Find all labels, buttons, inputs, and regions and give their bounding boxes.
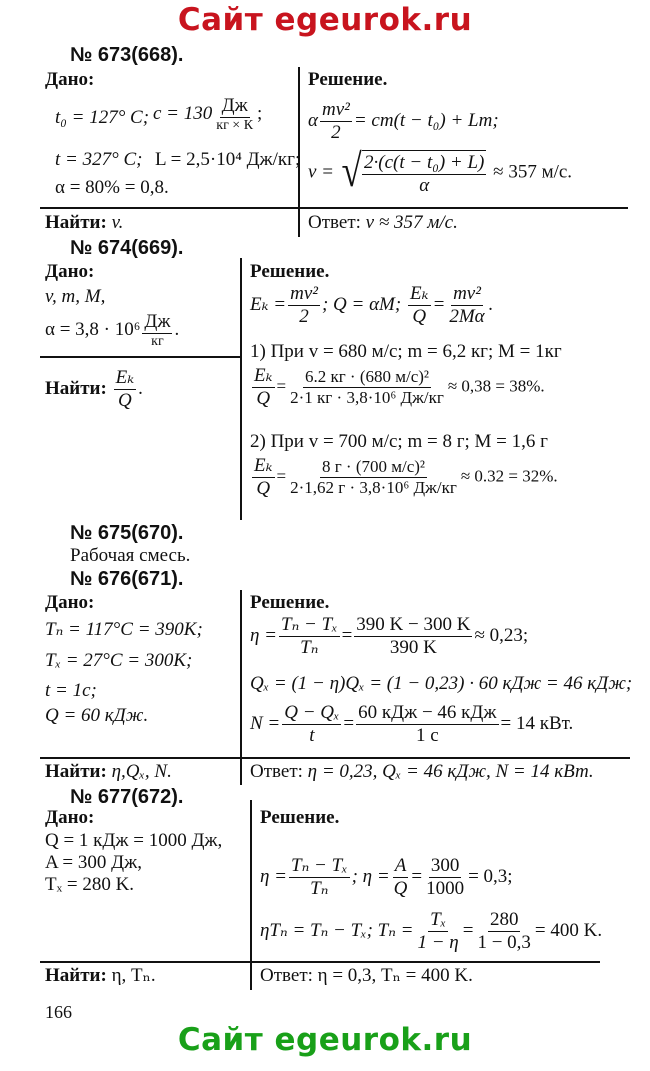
given-677-Q: Q = 1 кДж = 1000 Дж, xyxy=(45,830,223,851)
solution-673-eq1: α $\frac{\text{mv²}}{2}$ = cm(t − t₀) + Lm; xyxy=(308,99,499,143)
watermark-top: Сайт egeurok.ru xyxy=(177,2,473,38)
solution-676-power: N = $\frac{\text{Q − Qₓ}}{t}$ = $\frac{\text{60 кДж − 46 кДж}}{1 c}$ = 14 кВт. xyxy=(250,702,574,746)
problem-676-number: № 676(671). xyxy=(70,568,184,590)
solution-label-677: Решение. xyxy=(260,807,340,828)
problem-673-number: № 673(668). xyxy=(70,44,184,66)
find-line-676 xyxy=(40,757,630,759)
given-673-c: c = 130 $\frac{Дж}{кг \times К}$ ; xyxy=(153,95,263,133)
problem-674-number: № 674(669). xyxy=(70,237,184,259)
find-line-673 xyxy=(40,207,628,209)
problem-675-number: № 675(670). xyxy=(70,522,184,544)
given-673-t0: t₀ = 127° C; xyxy=(55,107,150,128)
solution-674-line1: Eₖ = $\frac{\text{mv²}}{2}$ ; Q = αM; $\frac{\text{Eₖ}}{Q}$ = $\frac{\text{mv²}}{2M\alpha}$ . xyxy=(250,283,494,327)
find-674: Найти: $\frac{\text{Eₖ}}{Q}$ . xyxy=(45,367,143,411)
solution-676-eta: η = $\frac{\text{Tₙ − Tₓ}}{\text{Tₙ}}$ = $\frac{390 K - 300 K}{390 K}$ ≈ 0,23; xyxy=(250,614,529,658)
solution-674-case2: 2) При v = 700 м/с; m = 8 г; M = 1,6 г xyxy=(250,431,548,452)
given-label-673: Дано: xyxy=(45,69,95,90)
given-677-A: A = 300 Дж, xyxy=(45,852,142,873)
given-674-alpha: α = 3,8 · 10⁶ $\frac{Дж}{кг}$ . xyxy=(45,311,180,349)
given-674-vars: v, m, M, xyxy=(45,286,106,307)
answer-673: Ответ: v ≈ 357 м/с. xyxy=(308,212,458,233)
given-673-t: t = 327° C; xyxy=(55,149,143,170)
given-label-674: Дано: xyxy=(45,261,95,282)
solution-677-eta: η = $\frac{\text{Tₙ − Tₓ}}{\text{Tₙ}}$ ; η = $\frac{A}{Q}$ = $\frac{300}{1000}$ = 0,3; xyxy=(260,855,513,899)
given-label-676: Дано: xyxy=(45,592,95,613)
solution-label-673: Решение. xyxy=(308,69,388,90)
solution-676-qx: Qₓ = (1 − η)Qₓ = (1 − 0,23) · 60 кДж = 46 кДж; xyxy=(250,673,633,694)
solution-673-eq2: v = √ $\frac{\text{2·(c(t − t₀) + L)}}{\alpha}$ ≈ 357 м/с. xyxy=(308,145,573,196)
given-label-677: Дано: xyxy=(45,807,95,828)
answer-677: Ответ: η = 0,3, Tₙ = 400 K. xyxy=(260,965,473,986)
divider-676 xyxy=(240,590,242,785)
find-677: Найти: η, Tₙ. xyxy=(45,965,156,986)
given-676-Q: Q = 60 кДж. xyxy=(45,705,149,726)
find-673: Найти: v. xyxy=(45,212,124,233)
solution-677-temperature: ηTₙ = Tₙ − Tₓ; Tₙ = $\frac{\text{Tₓ}}{1 - \eta}$ = $\frac{280}{1 - 0,3}$ = 400 K. xyxy=(260,909,603,953)
given-673-L: L = 2,5·10⁴ Дж/кг; xyxy=(155,149,301,170)
divider-674 xyxy=(240,258,242,520)
given-673-alpha: α = 80% = 0,8. xyxy=(55,177,169,198)
given-676-Tx: Tₓ = 27°C = 300K; xyxy=(45,650,193,671)
find-line-677 xyxy=(40,961,600,963)
page-number: 166 xyxy=(45,1002,72,1022)
solution-674-calc2: $\frac{\text{Eₖ}}{Q}$ = $\frac{\text{8 г · (700 м/с)²}}{\text{2·1,62 г · 3,8·10⁶ Дж/кг}}$ ≈ 0.32 = 32%. xyxy=(254,455,558,499)
solution-674-calc1: $\frac{\text{Eₖ}}{Q}$ = $\frac{\text{6.2 кг · (680 м/с)²}}{\text{2·1 кг · 3,8·10⁶ Дж/кг}}$ ≈ 0,38 = 38%. xyxy=(254,365,545,409)
solution-674-case1: 1) При v = 680 м/с; m = 6,2 кг; M = 1кг xyxy=(250,341,562,362)
problem-675-answer: Рабочая смесь. xyxy=(70,545,191,566)
given-677-Tx: Tₓ = 280 K. xyxy=(45,874,135,895)
solution-label-674: Решение. xyxy=(250,261,330,282)
given-676-Tn: Tₙ = 117°C = 390K; xyxy=(45,619,203,640)
solution-label-676: Решение. xyxy=(250,592,330,613)
answer-676: Ответ: η = 0,23, Qₓ = 46 кДж, N = 14 кВт. xyxy=(250,761,594,782)
find-676: Найти: η,Qₓ, N. xyxy=(45,761,172,782)
problem-677-number: № 677(672). xyxy=(70,786,184,808)
watermark-bottom: Сайт egeurok.ru xyxy=(177,1022,473,1058)
given-676-t: t = 1c; xyxy=(45,680,97,701)
find-line-674 xyxy=(40,356,240,358)
